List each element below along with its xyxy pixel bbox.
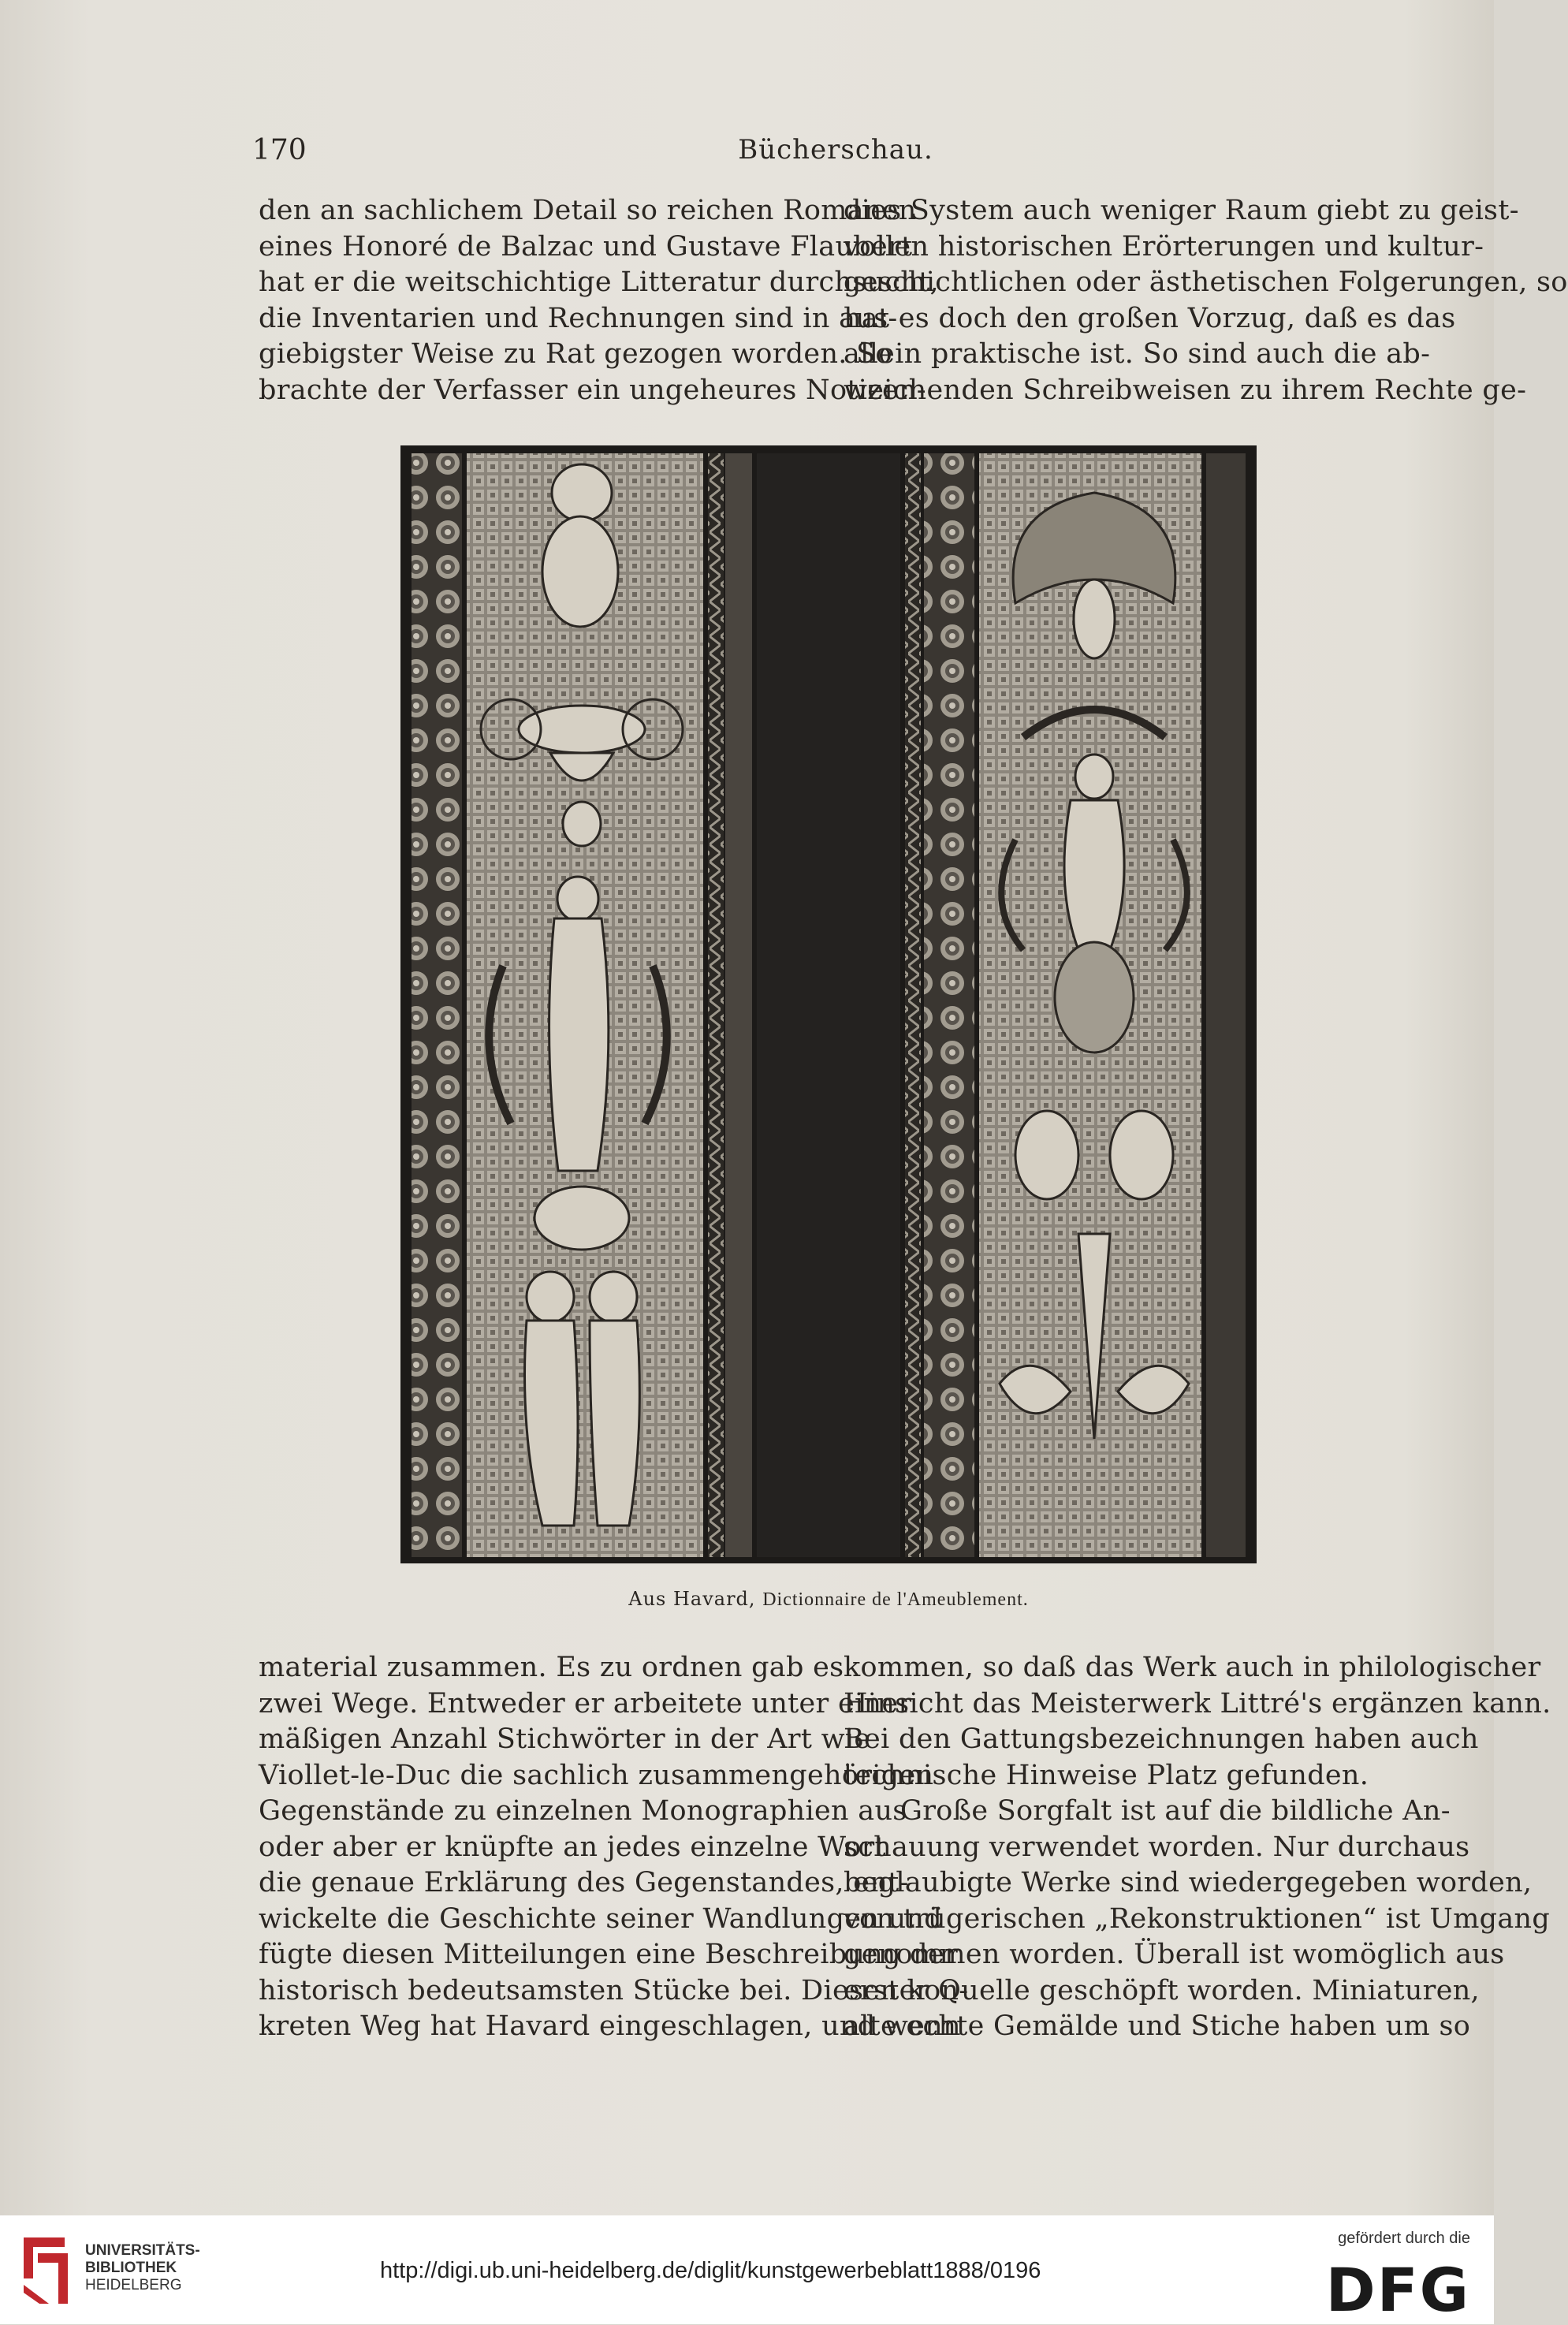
text-line: eines Honoré de Balzac und Gustave Flaubert xyxy=(259,230,913,263)
text-line: beglaubigte Werke sind wiedergegeben worden, xyxy=(844,1867,1533,1898)
text-line: material zusammen. Es zu ordnen gab es xyxy=(259,1652,844,1683)
text-line: kommen, so daß das Werk auch in philologischer xyxy=(844,1652,1541,1683)
text-line: giebigster Weise zu Rat gezogen worden. So xyxy=(259,338,892,370)
text-line: Hinsicht das Meisterwerk Littré's ergänzen kann. xyxy=(844,1687,1551,1720)
figure-caption xyxy=(400,1588,1257,1611)
text-line: zwei Wege. Entweder er arbeitete unter einer xyxy=(259,1687,912,1720)
text-line: oder aber er knüpfte an jedes einzelne Wort xyxy=(259,1831,886,1863)
text-line: die Inventarien und Rechnungen sind in aus- xyxy=(259,302,898,334)
caption-title: Dictionnaire de l'Ameublement. xyxy=(762,1589,1029,1610)
text-line: wickelte die Geschichte seiner Wandlungen und xyxy=(259,1902,943,1935)
text-line: Gegenstände zu einzelnen Monographien aus xyxy=(259,1795,907,1827)
text-line: geschichtlichen oder ästhetischen Folgerungen, so xyxy=(844,266,1568,298)
text-line: weichenden Schreibweisen zu ihrem Rechte ge- xyxy=(844,374,1527,406)
text-line: technische Hinweise Platz gefunden. xyxy=(844,1759,1369,1791)
text-line: hat es doch den großen Vorzug, daß es das xyxy=(844,302,1456,334)
text-column-bottom-left xyxy=(259,1650,969,2045)
dfg-logo: DFG xyxy=(1325,2255,1470,2325)
text-line: Bei den Gattungsbezeichnungen haben auch xyxy=(844,1723,1479,1755)
library-name: UNIVERSITÄTS- BIBLIOTHEK HEIDELBERG xyxy=(85,2242,200,2293)
funded-by-label: gefördert durch die xyxy=(1338,2230,1470,2247)
digitization-footer xyxy=(0,2215,1494,2324)
text-line: den an sachlichem Detail so reichen Romanen xyxy=(259,195,917,226)
ornament-engraving xyxy=(400,445,1257,1563)
text-line: dies System auch weniger Raum giebt zu geist- xyxy=(844,195,1519,226)
permalink-url[interactable]: http://digi.ub.uni-heidelberg.de/diglit/kunstgewerbeblatt1888/0196 xyxy=(380,2258,1041,2283)
text-line: von trügerischen „Rekonstruktionen“ ist Umgang xyxy=(844,1902,1551,1935)
text-column-bottom-right xyxy=(844,1650,1551,2045)
ornament-engraving-image xyxy=(400,445,1257,1563)
text-line: genommen worden. Überall ist womöglich aus xyxy=(844,1939,1505,1970)
caption-source: Aus Havard, xyxy=(628,1588,756,1610)
text-line: mäßigen Anzahl Stichwörter in der Art wie xyxy=(259,1723,871,1755)
running-head xyxy=(252,134,1419,173)
university-library-logo-icon xyxy=(17,2231,74,2310)
text-line: hat er die weitschichtige Litteratur durchsucht, xyxy=(259,266,939,298)
text-line: die genaue Erklärung des Gegenstandes, ent- xyxy=(259,1867,909,1898)
text-line: historisch bedeutsamsten Stücke bei. Diesen kon- xyxy=(259,1974,969,2006)
text-line: Viollet-le-Duc die sachlich zusammengehörigen xyxy=(259,1759,934,1791)
text-line: schauung verwendet worden. Nur durchaus xyxy=(844,1831,1470,1863)
text-line: alte echte Gemälde und Stiche haben um so xyxy=(844,2010,1471,2042)
text-line: fügte diesen Mitteilungen eine Beschreibung der xyxy=(259,1939,959,1970)
text-line: brachte der Verfasser ein ungeheures Notizen- xyxy=(259,374,926,406)
text-line: kreten Weg hat Havard eingeschlagen, und wenn xyxy=(259,2010,961,2042)
text-line: vollen historischen Erörterungen und kultur- xyxy=(844,230,1484,263)
text-line: allein praktische ist. So sind auch die ab- xyxy=(844,338,1431,370)
section-title: Bücherschau. xyxy=(738,134,933,166)
text-line: erster Quelle geschöpft worden. Miniaturen, xyxy=(844,1974,1480,2006)
text-column-top-left xyxy=(259,193,939,408)
text-line: Große Sorgfalt ist auf die bildliche An- xyxy=(900,1795,1451,1827)
page-number: 170 xyxy=(252,134,307,166)
text-column-top-right xyxy=(844,193,1568,408)
